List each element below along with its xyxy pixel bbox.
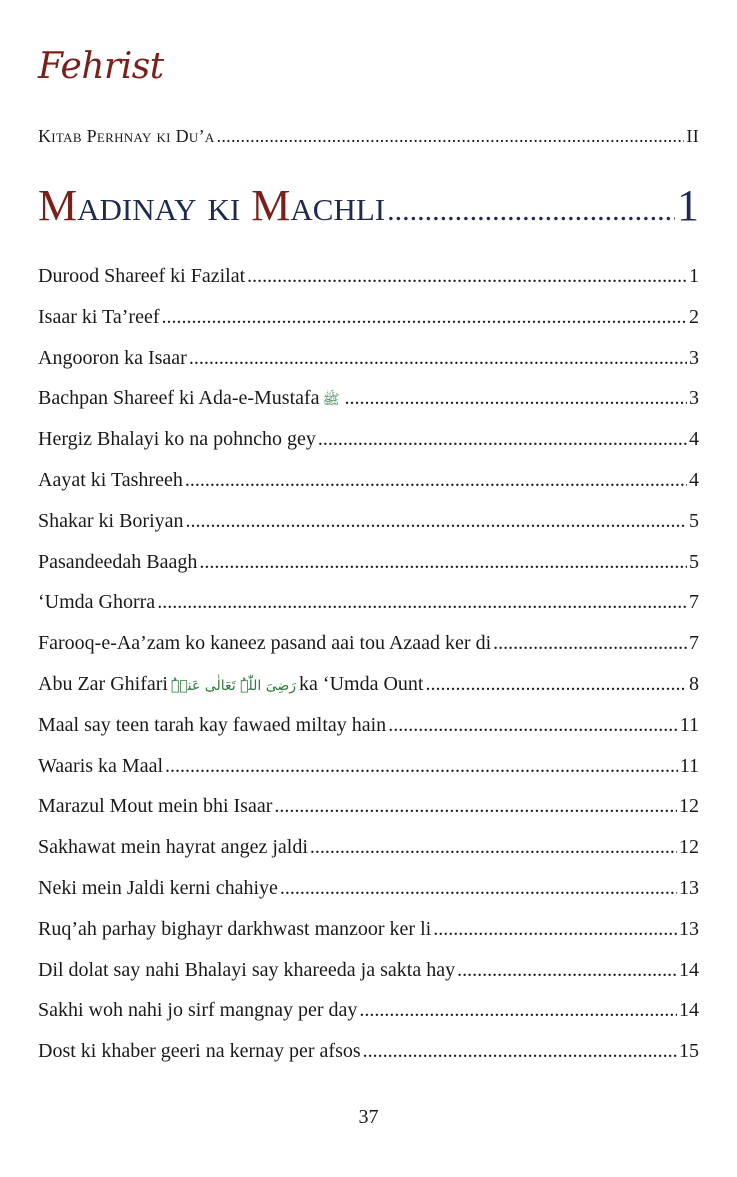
toc-entry[interactable] bbox=[38, 347, 699, 370]
chapter-title-part: achli bbox=[290, 181, 386, 230]
toc-page-number: 12 bbox=[679, 836, 699, 859]
toc-page-number: 8 bbox=[689, 673, 699, 695]
dot-leader bbox=[363, 1040, 677, 1063]
toc-prelim-entry[interactable] bbox=[38, 126, 699, 147]
dot-leader bbox=[157, 591, 687, 614]
toc-entry-label bbox=[38, 306, 159, 329]
toc-entry-text: Dil dolat say nahi Bhalayi say khareeda ja sakta hay bbox=[38, 958, 456, 981]
dot-leader bbox=[344, 387, 687, 410]
toc-page-number: 12 bbox=[679, 795, 699, 818]
dot-leader bbox=[185, 469, 687, 492]
toc-entry-text: ‘Umda Ghorra bbox=[38, 591, 156, 614]
toc-entry-text: Waaris ka Maal bbox=[38, 754, 163, 777]
dot-leader bbox=[493, 632, 687, 655]
dot-leader bbox=[359, 999, 677, 1022]
toc-page-number: 5 bbox=[689, 550, 699, 573]
toc-page-number: 13 bbox=[679, 917, 699, 940]
toc-entry[interactable] bbox=[38, 836, 699, 859]
toc-page-number: 5 bbox=[689, 509, 699, 532]
toc-entry-label bbox=[38, 714, 386, 737]
toc-entry-text: Sakhi woh nahi jo sirf mangnay per day bbox=[38, 999, 358, 1022]
toc-entry[interactable] bbox=[38, 877, 699, 900]
toc-entry-text: Angooron ka Isaar bbox=[38, 346, 187, 369]
toc-entry-text: Pasandeedah Baagh bbox=[38, 550, 198, 573]
toc-entry-text-suffix: ka ‘Umda Ount bbox=[299, 673, 424, 695]
toc-page-number: 11 bbox=[679, 713, 699, 736]
toc-entry-label bbox=[38, 1040, 361, 1063]
chapter-title-part: adinay ki bbox=[77, 181, 252, 230]
honorific-glyph: رَضِیَ اللّٰہُ تَعَالٰی عَنۡہُ bbox=[170, 678, 297, 694]
toc-entry-label bbox=[38, 265, 245, 288]
chapter-page-number: 1 bbox=[677, 181, 699, 230]
toc-entry-text: Bachpan Shareef ki Ada-e-Mustafa bbox=[38, 387, 320, 410]
toc-entry[interactable] bbox=[38, 755, 699, 778]
toc-page-number: 3 bbox=[689, 346, 699, 369]
toc-page-number: 2 bbox=[689, 305, 699, 328]
toc-entry-text: Aayat ki Tashreeh bbox=[38, 469, 183, 491]
toc-entry[interactable] bbox=[38, 387, 699, 411]
toc-entry-label bbox=[38, 755, 163, 778]
honorific-glyph: ﷺ bbox=[322, 392, 340, 409]
toc-entry[interactable] bbox=[38, 551, 699, 574]
toc-entry[interactable] bbox=[38, 428, 699, 451]
chapter-initial: M bbox=[251, 181, 291, 230]
dot-leader bbox=[280, 877, 677, 900]
toc-page-number: II bbox=[686, 126, 699, 146]
toc-entry-label bbox=[38, 673, 423, 696]
page-title: Fehrist bbox=[38, 46, 164, 87]
toc-entry-label bbox=[38, 877, 278, 900]
toc-page-number: 15 bbox=[679, 1040, 699, 1063]
dot-leader bbox=[217, 126, 685, 147]
toc-page-number: 3 bbox=[689, 387, 699, 410]
dot-leader bbox=[247, 265, 687, 288]
toc-entry-text: Isaar ki Ta’reef bbox=[38, 305, 160, 328]
toc-entry-text: Shakar ki Boriyan bbox=[38, 509, 184, 532]
toc-entry-label bbox=[38, 387, 342, 411]
toc-entry-label bbox=[38, 347, 187, 370]
toc-entry[interactable] bbox=[38, 959, 699, 982]
dot-leader bbox=[387, 194, 675, 228]
dot-leader bbox=[161, 306, 687, 329]
toc-page-number: 7 bbox=[689, 632, 699, 655]
toc-entry-text: Durood Shareef ki Fazilat bbox=[38, 265, 246, 287]
toc-page-number: 13 bbox=[679, 877, 699, 899]
toc-entry[interactable] bbox=[38, 918, 699, 941]
toc-entry[interactable] bbox=[38, 1040, 699, 1063]
dot-leader bbox=[199, 551, 687, 574]
dot-leader bbox=[189, 347, 687, 370]
toc-entry-label bbox=[38, 510, 184, 533]
toc-entry[interactable] bbox=[38, 632, 699, 655]
toc-entry-text: Neki mein Jaldi kerni chahiye bbox=[38, 877, 278, 899]
toc-entry-label bbox=[38, 428, 316, 451]
dot-leader bbox=[165, 755, 678, 778]
toc-entry-label bbox=[38, 918, 431, 941]
toc-entry-text: Hergiz Bhalayi ko na pohncho gey bbox=[38, 428, 316, 451]
dot-leader bbox=[425, 673, 687, 696]
toc-entry-text: Sakhawat mein hayrat angez jaldi bbox=[38, 836, 308, 859]
toc-entry[interactable] bbox=[38, 795, 699, 818]
chapter-initial: M bbox=[38, 181, 78, 230]
toc-entry-label bbox=[38, 551, 197, 574]
toc-page-number: 7 bbox=[689, 591, 699, 614]
dot-leader bbox=[457, 959, 677, 982]
toc-entry[interactable] bbox=[38, 591, 699, 614]
toc-entry-label bbox=[38, 469, 183, 492]
toc-page-number: 4 bbox=[689, 469, 699, 491]
toc-entry-text: Dost ki khaber geeri na kernay per afsos bbox=[38, 1040, 361, 1063]
chapter-title bbox=[38, 180, 385, 231]
toc-entry-label bbox=[38, 632, 491, 655]
toc-entry-label bbox=[38, 591, 155, 614]
toc-entry[interactable] bbox=[38, 306, 699, 329]
toc-entry[interactable] bbox=[38, 673, 699, 696]
toc-entry-text: Farooq-e-Aa’zam ko kaneez pasand aai tou Azaad ker di bbox=[38, 632, 492, 655]
toc-entry[interactable] bbox=[38, 469, 699, 492]
toc-entry-label bbox=[38, 836, 308, 859]
toc-entry[interactable] bbox=[38, 265, 699, 288]
toc-entry-text: Marazul Mout mein bhi Isaar bbox=[38, 795, 273, 818]
page-footer-number: 37 bbox=[358, 1106, 379, 1128]
toc-entry[interactable] bbox=[38, 714, 699, 737]
toc-entry-label bbox=[38, 999, 357, 1022]
toc-page-number: 1 bbox=[689, 265, 699, 287]
dot-leader bbox=[388, 714, 678, 737]
dot-leader bbox=[318, 428, 687, 451]
toc-entry-label bbox=[38, 959, 455, 982]
toc-page-number: 14 bbox=[679, 999, 699, 1022]
toc-page-number: 14 bbox=[679, 958, 699, 981]
toc-entry[interactable] bbox=[38, 510, 699, 533]
toc-page-number: 4 bbox=[689, 428, 699, 451]
toc-entry[interactable] bbox=[38, 999, 699, 1022]
toc-entry-label: Kitab Perhnay ki Du’a bbox=[38, 126, 215, 146]
toc-entry-text: Ruq’ah parhay bighayr darkhwast manzoor ker li bbox=[38, 917, 432, 940]
dot-leader bbox=[274, 795, 677, 818]
toc-entry-text: Abu Zar Ghifari bbox=[38, 673, 168, 695]
dot-leader bbox=[433, 918, 677, 941]
dot-leader bbox=[310, 836, 677, 859]
toc-page-number: 11 bbox=[679, 754, 699, 777]
toc-chapter-entry[interactable] bbox=[38, 180, 699, 231]
dot-leader bbox=[186, 510, 687, 533]
toc-entry-text: Maal say teen tarah kay fawaed miltay hain bbox=[38, 713, 387, 736]
toc-entry-label bbox=[38, 795, 272, 818]
